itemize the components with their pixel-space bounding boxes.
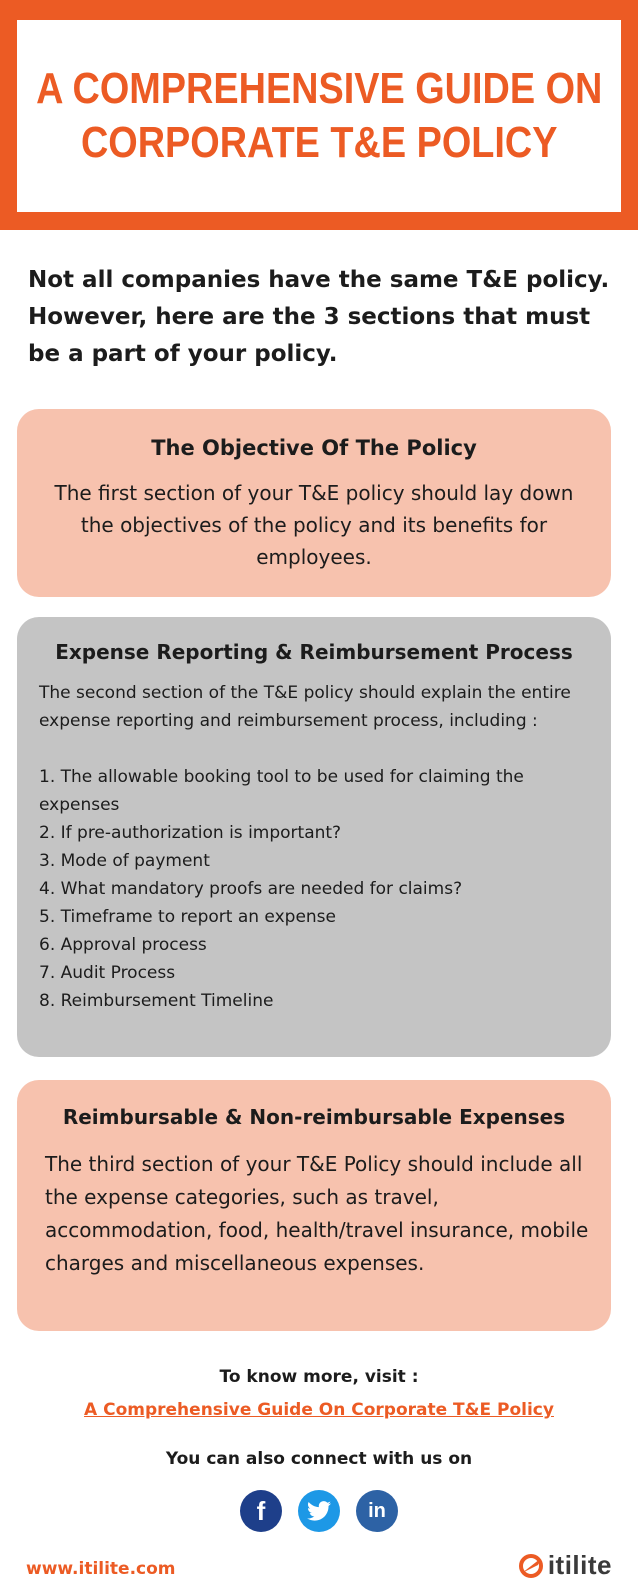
list-item: 1. The allowable booking tool to be used for claiming the expenses	[39, 767, 524, 815]
section-text: The third section of your T&E Policy should include all the expense categories, such as travel, accommodation, food, health/travel insurance, mobile charges and miscellaneous expenses.	[45, 1152, 589, 1275]
list-item: 6. Approval process	[39, 935, 207, 955]
list-item: 2. If pre-authorization is important?	[39, 823, 342, 843]
social-links	[0, 1490, 638, 1534]
know-more-text: To know more, visit :	[219, 1367, 419, 1387]
page-title	[36, 62, 602, 170]
twitter-bird-icon	[307, 1501, 331, 1521]
list-item: 8. Reimbursement Timeline	[39, 991, 274, 1011]
twitter-icon[interactable]	[298, 1490, 340, 1532]
header-banner	[0, 0, 638, 230]
list-item: 3. Mode of payment	[39, 851, 210, 871]
intro-text: Not all companies have the same T&E policy. However, here are the 3 sections that must be a part of your policy.	[28, 267, 610, 367]
list-item: 7. Audit Process	[39, 963, 176, 983]
brand-logo	[518, 1550, 612, 1581]
plane-logo-icon	[518, 1553, 544, 1579]
section-expense-reporting	[17, 617, 611, 1057]
header-title-box	[17, 20, 621, 212]
section-title: Reimbursable & Non-reimbursable Expenses	[62, 1105, 566, 1129]
section-reimbursable-expenses	[17, 1080, 611, 1331]
list-item: 4. What mandatory proofs are needed for claims?	[39, 879, 463, 899]
title-line-1: A COMPREHENSIVE GUIDE ON	[35, 64, 603, 113]
guide-link[interactable]: A Comprehensive Guide On Corporate T&E Policy	[84, 1400, 554, 1420]
list-item: 5. Timeframe to report an expense	[39, 907, 336, 927]
title-line-2: CORPORATE T&E POLICY	[80, 118, 558, 167]
connect-text: You can also connect with us on	[165, 1449, 473, 1469]
process-list	[39, 763, 591, 1015]
facebook-glyph: f	[256, 1495, 266, 1526]
section-objective	[17, 409, 611, 597]
facebook-icon[interactable]	[240, 1490, 282, 1532]
section-title: Expense Reporting & Reimbursement Process	[55, 640, 573, 664]
section-text: The first section of your T&E policy should lay down the objectives of the policy and its benefits for employees.	[54, 481, 574, 569]
linkedin-glyph: in	[368, 1499, 386, 1522]
section-title: The Objective Of The Policy	[151, 436, 477, 460]
brand-name: itilite	[547, 1550, 612, 1580]
website-url[interactable]: www.itilite.com	[26, 1559, 176, 1579]
section-text: The second section of the T&E policy should explain the entire expense reporting and reimbursement process, including :	[39, 683, 571, 731]
linkedin-icon[interactable]	[356, 1490, 398, 1532]
